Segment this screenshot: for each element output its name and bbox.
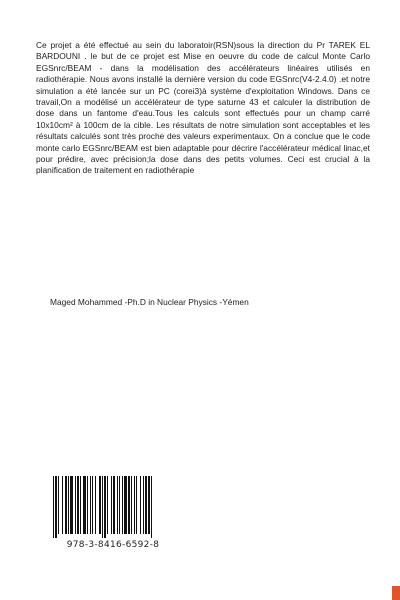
- isbn-barcode: [49, 474, 177, 554]
- barcode-icon: [49, 474, 177, 540]
- abstract-text: Ce projet a été effectué au sein du laboratoir(RSN)sous la direction du Pr TAREK EL BARDOUNI . le but de ce projet est Mise en oeuvre du code de calcul Monte Carlo EGSnrc/BEAM - dans la modélisation des accélérateurs linéaires utilisés en radiothérapie. Nous avons installé la dernière version du code EGSnrc(V4-2.4.0) .et notre simulation a été lancée sur un PC (corei3)à système d'exploitation Windows. Dans ce travail,On a modélisé un accélérateur de type saturne 43 et calculer la distribution de dose dans un fantome d'eau.Tous les calculs sont effectués pour un champ carré 10x10cm² à 100cm de la cible. Les résultats de notre simulation sont acceptables et les résultats calculés sont très proche des valeurs experimentaux. On a conclue que le code monte carlo EGSnrc/BEAM est bien adaptable pour décrire l'accélérateur médical linac,et pour prédire, avec précision;la dose dans des petits volumes. Ceci est crucial à la planification de traitement en radiothérapie: [36, 40, 370, 176]
- isbn-number: 978-3-8416-6592-8: [66, 540, 160, 550]
- publisher-accent-strip: [392, 586, 400, 600]
- author-line: Maged Mohammed -Ph.D in Nuclear Physics -Yémen: [50, 297, 249, 307]
